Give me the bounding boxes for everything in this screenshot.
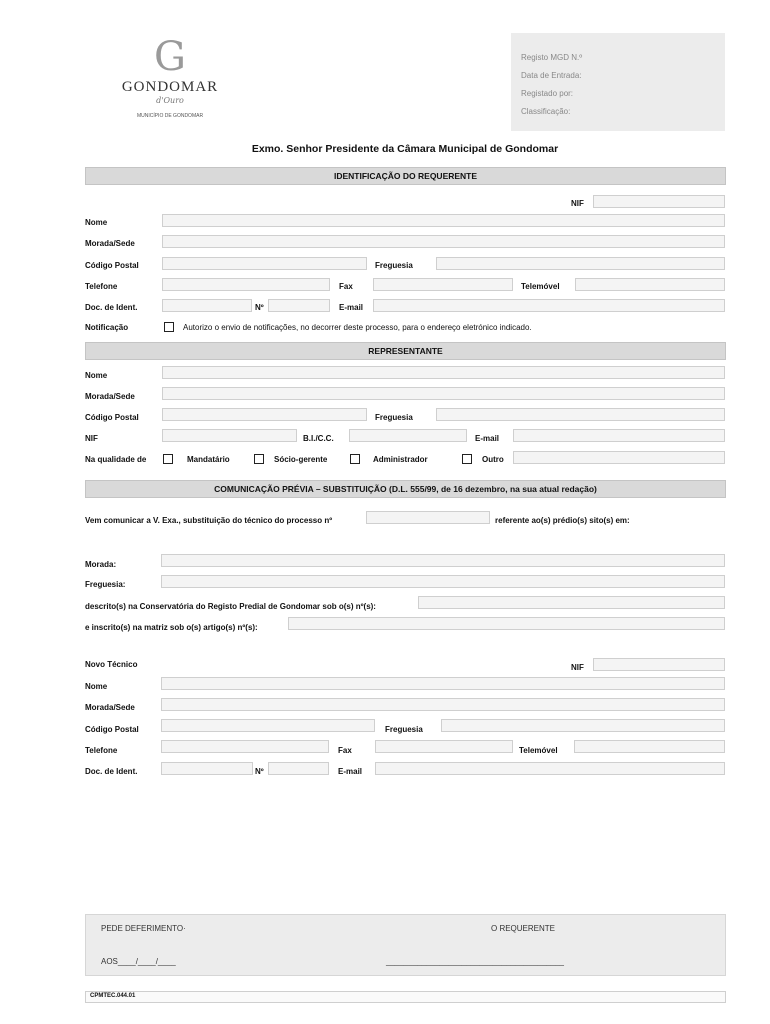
com-inscrito-label: e inscrito(s) na matriz sob o(s) artigo(s) nº(s): bbox=[85, 623, 258, 632]
tec-telemovel-field[interactable] bbox=[574, 740, 725, 753]
registry-info-box bbox=[511, 33, 725, 131]
req-nif-label: NIF bbox=[571, 199, 584, 208]
rep-mandatario-label: Mandatário bbox=[187, 455, 230, 464]
logo-letter: G bbox=[154, 34, 186, 80]
rep-outro-field[interactable] bbox=[513, 451, 725, 464]
signature-box bbox=[85, 914, 726, 976]
requerente-label: O REQUERENTE bbox=[491, 924, 556, 933]
pede-deferimento-text: PEDE DEFERIMENTO· bbox=[101, 924, 186, 933]
req-telemovel-label: Telemóvel bbox=[521, 282, 560, 291]
com-freguesia-field[interactable] bbox=[161, 575, 725, 588]
req-codigo-postal-field[interactable] bbox=[162, 257, 367, 270]
req-nome-field[interactable] bbox=[162, 214, 725, 227]
req-doc-ident-label: Doc. de Ident. bbox=[85, 303, 138, 312]
tec-codigo-postal-field[interactable] bbox=[161, 719, 375, 732]
req-telefone-label: Telefone bbox=[85, 282, 118, 291]
req-notificacao-checkbox[interactable] bbox=[164, 322, 174, 332]
rep-morada-field[interactable] bbox=[162, 387, 725, 400]
tec-codigo-postal-label: Código Postal bbox=[85, 725, 139, 734]
logo-tagline: d'Ouro bbox=[156, 96, 184, 105]
tec-morada-label: Morada/Sede bbox=[85, 703, 135, 712]
tec-doc-ident-label: Doc. de Ident. bbox=[85, 767, 138, 776]
req-email-field[interactable] bbox=[373, 299, 725, 312]
section-header-requerente: IDENTIFICAÇÃO DO REQUERENTE bbox=[85, 167, 726, 185]
com-freguesia-label: Freguesia: bbox=[85, 580, 126, 589]
tec-nif-label: NIF bbox=[571, 663, 584, 672]
tec-num-field[interactable] bbox=[268, 762, 329, 775]
tec-doc-ident-field[interactable] bbox=[161, 762, 253, 775]
req-telemovel-field[interactable] bbox=[575, 278, 725, 291]
rep-administrador-checkbox[interactable] bbox=[350, 454, 360, 464]
rep-nome-label: Nome bbox=[85, 371, 108, 380]
com-descrito-label: descrito(s) na Conservatória do Registo Predial de Gondomar sob o(s) nº(s): bbox=[85, 602, 376, 611]
tec-num-label: Nº bbox=[255, 767, 264, 776]
tec-morada-field[interactable] bbox=[161, 698, 725, 711]
com-descrito-field[interactable] bbox=[418, 596, 725, 609]
registry-number-label: Registo MGD N.º bbox=[521, 53, 583, 62]
com-inscrito-field[interactable] bbox=[288, 617, 725, 630]
entry-date-label: Data de Entrada: bbox=[521, 71, 582, 80]
req-email-label: E-mail bbox=[339, 303, 364, 312]
rep-freguesia-label: Freguesia bbox=[375, 413, 413, 422]
tec-freguesia-label: Freguesia bbox=[385, 725, 423, 734]
tec-nif-field[interactable] bbox=[593, 658, 725, 671]
municipality-logo bbox=[110, 35, 230, 130]
logo-subtitle: MUNICÍPIO DE GONDOMAR bbox=[136, 113, 204, 119]
req-notificacao-text: Autorizo o envio de notificações, no decorrer deste processo, para o endereço eletrónico indicado. bbox=[183, 323, 532, 332]
req-telefone-field[interactable] bbox=[162, 278, 330, 291]
registered-by-label: Registado por: bbox=[521, 89, 574, 98]
rep-freguesia-field[interactable] bbox=[436, 408, 725, 421]
novo-tecnico-title: Novo Técnico bbox=[85, 660, 138, 669]
req-freguesia-field[interactable] bbox=[436, 257, 725, 270]
rep-nif-field[interactable] bbox=[162, 429, 297, 442]
rep-email-label: E-mail bbox=[475, 434, 500, 443]
tec-freguesia-field[interactable] bbox=[441, 719, 725, 732]
section-header-comunicacao: COMUNICAÇÃO PRÉVIA – SUBSTITUIÇÃO (D.L. 555/99, de 16 dezembro, na sua atual redação) bbox=[85, 480, 726, 498]
rep-mandatario-checkbox[interactable] bbox=[163, 454, 173, 464]
section-header-representante: REPRESENTANTE bbox=[85, 342, 726, 360]
req-codigo-postal-label: Código Postal bbox=[85, 261, 139, 270]
tec-telefone-label: Telefone bbox=[85, 746, 118, 755]
com-vem-comunicar-text: Vem comunicar a V. Exa., substituição do técnico do processo nº bbox=[85, 516, 333, 525]
rep-socio-gerente-checkbox[interactable] bbox=[254, 454, 264, 464]
req-morada-field[interactable] bbox=[162, 235, 725, 248]
page-title: Exmo. Senhor Presidente da Câmara Municipal de Gondomar bbox=[251, 143, 559, 155]
tec-nome-label: Nome bbox=[85, 682, 108, 691]
rep-codigo-postal-label: Código Postal bbox=[85, 413, 139, 422]
aos-date-line: AOS____/____/____ bbox=[101, 957, 176, 966]
tec-fax-field[interactable] bbox=[375, 740, 513, 753]
tec-telefone-field[interactable] bbox=[161, 740, 329, 753]
form-code: CPMTEC.044.01 bbox=[90, 993, 136, 999]
req-doc-ident-field[interactable] bbox=[162, 299, 252, 312]
form-code-bar bbox=[85, 991, 726, 1003]
rep-bi-cc-label: B.I./C.C. bbox=[303, 434, 334, 443]
rep-outro-checkbox[interactable] bbox=[462, 454, 472, 464]
tec-email-label: E-mail bbox=[338, 767, 363, 776]
rep-nif-label: NIF bbox=[85, 434, 98, 443]
classification-label: Classificação: bbox=[521, 107, 571, 116]
req-num-field[interactable] bbox=[268, 299, 330, 312]
com-processo-field[interactable] bbox=[366, 511, 490, 524]
req-freguesia-label: Freguesia bbox=[375, 261, 413, 270]
tec-fax-label: Fax bbox=[338, 746, 352, 755]
rep-outro-label: Outro bbox=[482, 455, 504, 464]
rep-qualidade-label: Na qualidade de bbox=[85, 455, 147, 464]
req-num-label: Nº bbox=[255, 303, 264, 312]
req-fax-field[interactable] bbox=[373, 278, 513, 291]
rep-socio-gerente-label: Sócio-gerente bbox=[274, 455, 328, 464]
signature-line: ________________________________________ bbox=[386, 957, 564, 966]
com-morada-label: Morada: bbox=[85, 560, 117, 569]
rep-codigo-postal-field[interactable] bbox=[162, 408, 367, 421]
rep-morada-label: Morada/Sede bbox=[85, 392, 135, 401]
req-nif-field[interactable] bbox=[593, 195, 725, 208]
rep-email-field[interactable] bbox=[513, 429, 725, 442]
req-morada-label: Morada/Sede bbox=[85, 239, 135, 248]
tec-nome-field[interactable] bbox=[161, 677, 725, 690]
tec-email-field[interactable] bbox=[375, 762, 725, 775]
rep-bi-cc-field[interactable] bbox=[349, 429, 467, 442]
rep-nome-field[interactable] bbox=[162, 366, 725, 379]
req-notificacao-label: Notificação bbox=[85, 323, 129, 332]
rep-administrador-label: Administrador bbox=[373, 455, 428, 464]
com-morada-field[interactable] bbox=[161, 554, 725, 567]
com-referente-text: referente ao(s) prédio(s) sito(s) em: bbox=[495, 516, 630, 525]
req-fax-label: Fax bbox=[339, 282, 353, 291]
req-nome-label: Nome bbox=[85, 218, 108, 227]
tec-telemovel-label: Telemóvel bbox=[519, 746, 558, 755]
logo-name: GONDOMAR bbox=[121, 79, 219, 95]
